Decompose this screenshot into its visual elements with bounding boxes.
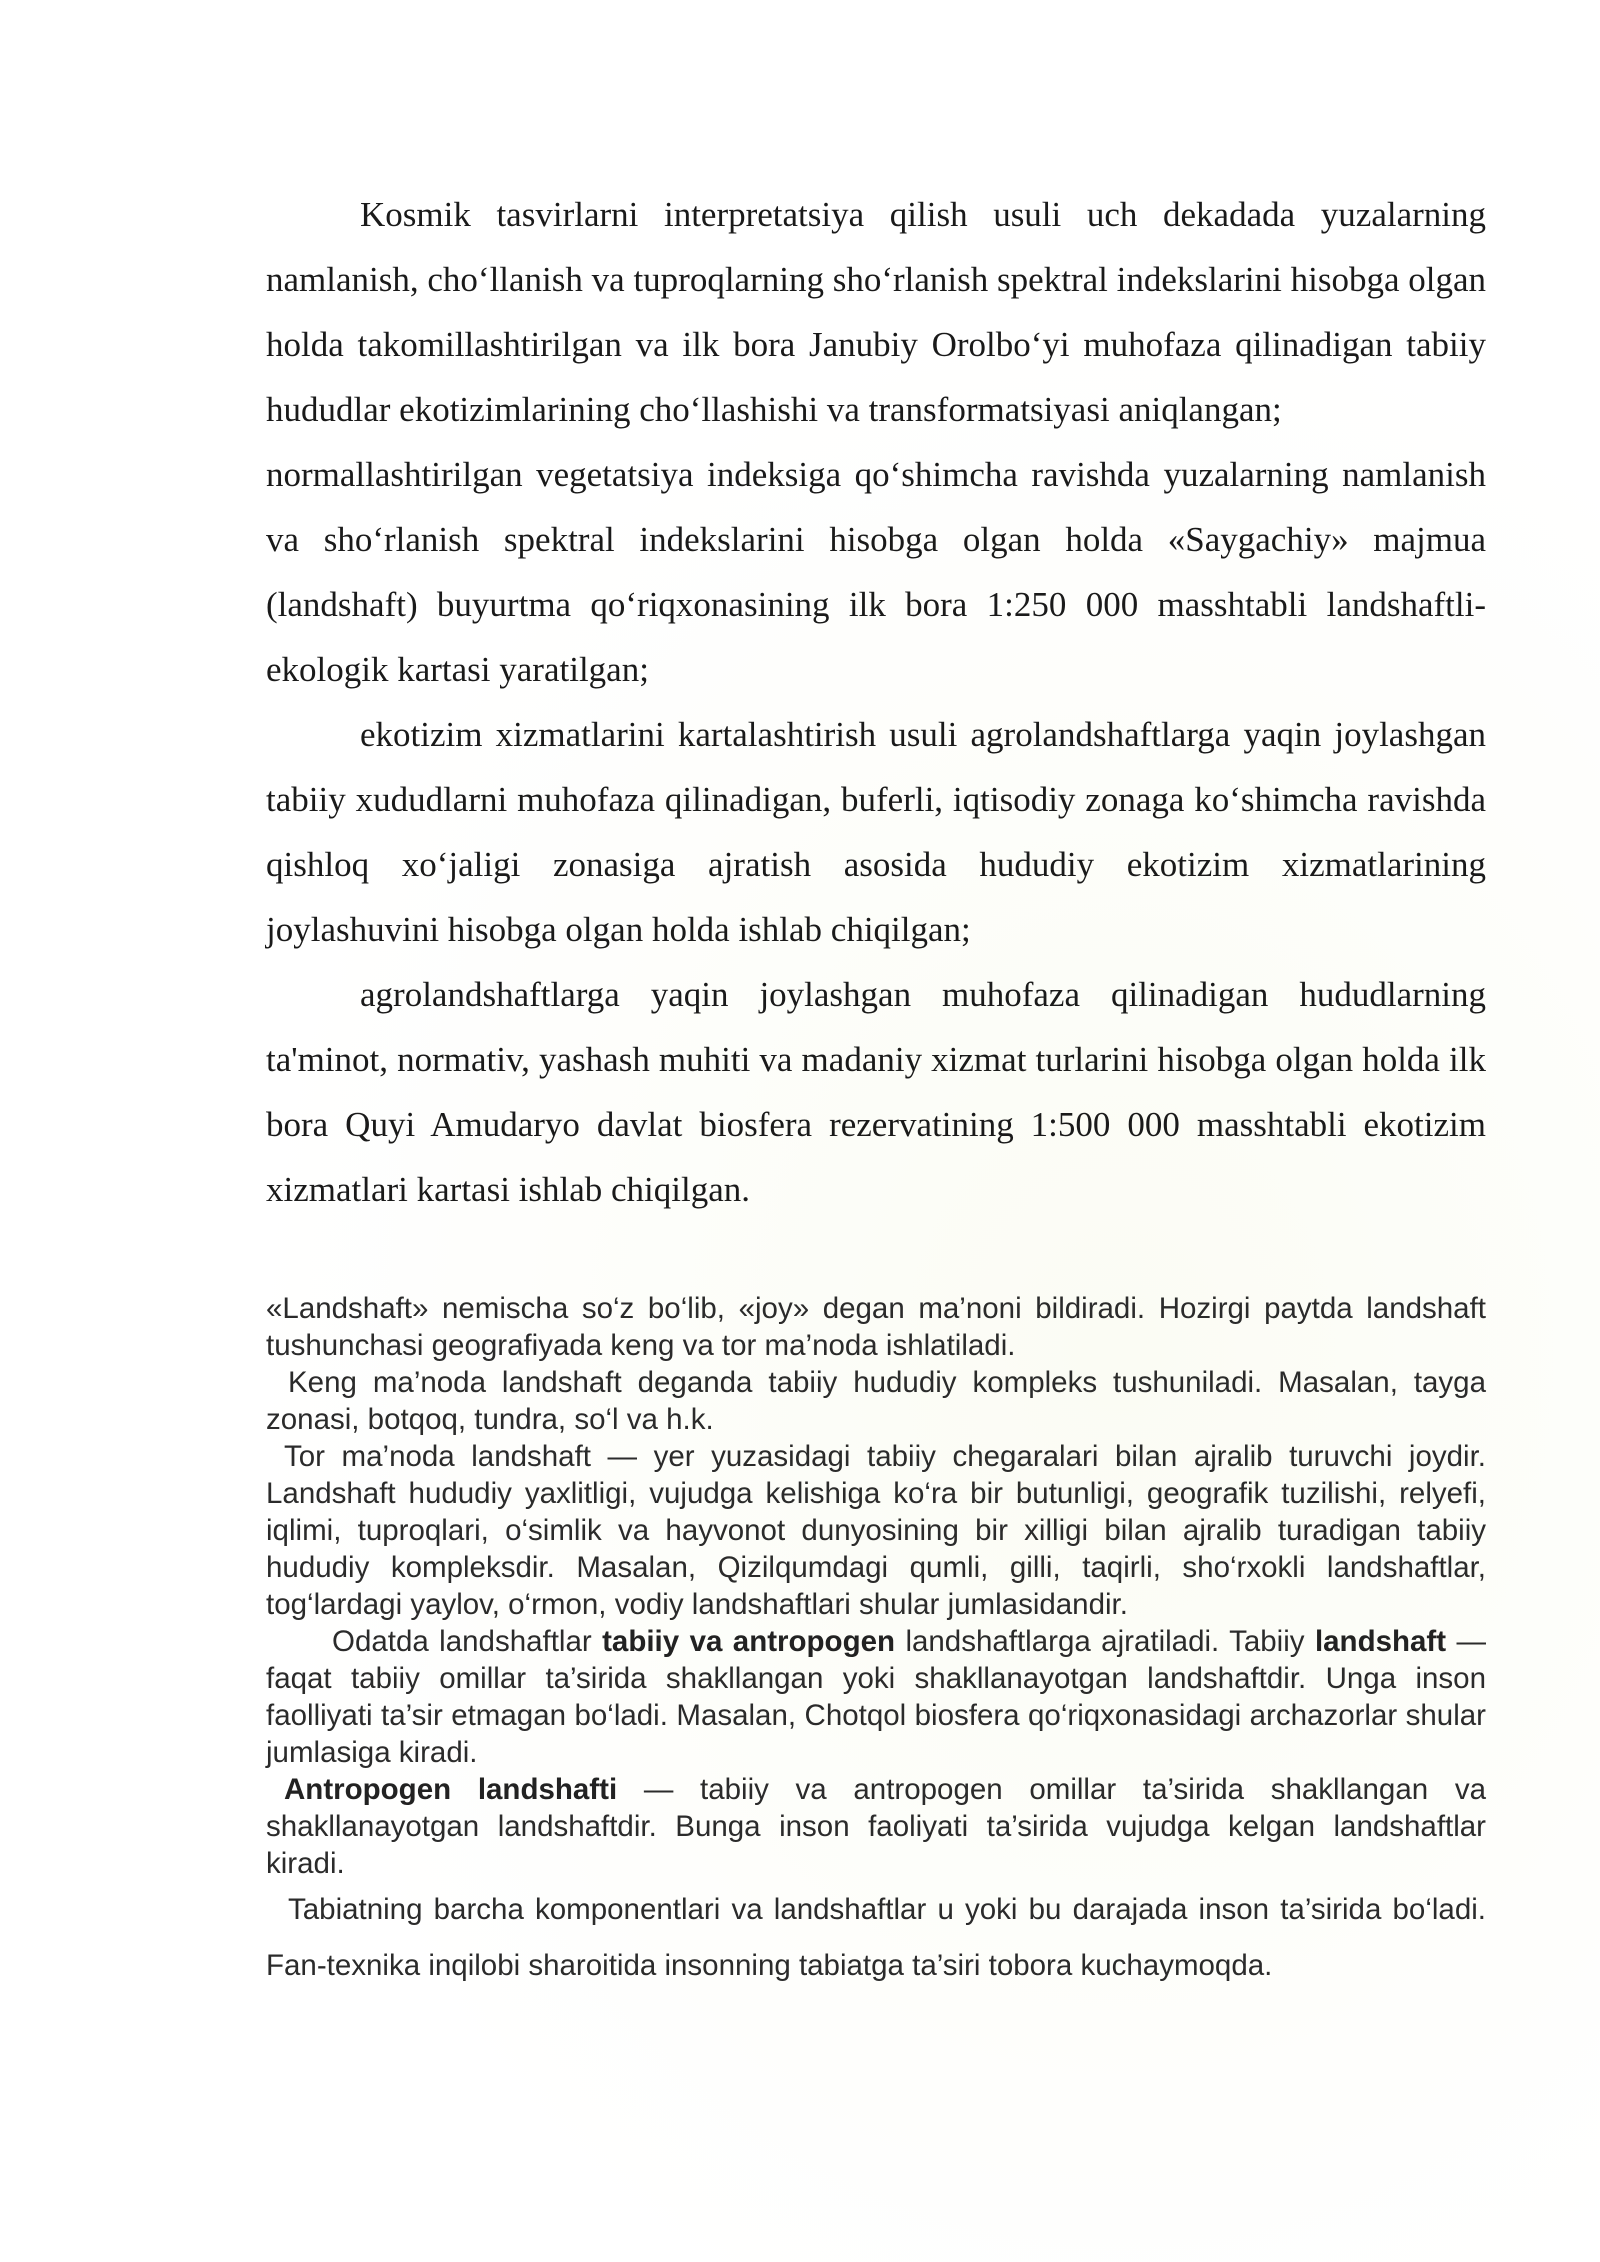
landscape-definition-section <box>266 1290 1486 1994</box>
paragraph-cosmic-interpretation: Kosmik tasvirlarni interpretatsiya qilish usuli uch dekadada yuzalarning namlanish, cho‘llanish va tuproqlarning sho‘rlanish spektral indekslarini hisobga olgan holda takomillashtirilgan va ilk bora Janubiy Orolbo‘yi muhofaza qilinadigan tabiiy hududlar ekotizimlarining cho‘llashishi va transformatsiyasi aniqlangan; <box>266 195 1486 429</box>
bold-term: tabiiy va antropogen <box>602 1625 896 1658</box>
text-run: — tabiiy va antropogen omillar ta’sirida shakllangan va shakllanayotgan landshaftdir. Bunga inson faoliyati ta’sirida vujudga kelgan landshaftlar kiradi. <box>266 1773 1486 1880</box>
paragraph-landscape-types <box>266 1623 1486 1771</box>
paragraph-biosphere-map: agrolandshaftlarga yaqin joylashgan muhofaza qilinadigan hududlarning ta'minot, normativ, yashash muhiti va madaniy xizmat turlarini hisobga olgan holda ilk bora Quyi Amudaryo davlat biosfera rezervatining 1:500 000 masshtabli ekotizim xizmatlari kartasi ishlab chiqilgan. <box>266 975 1486 1209</box>
paragraph-anthropogenic <box>266 1771 1486 1882</box>
paragraph-narrow-meaning: Tor ma’noda landshaft — yer yuzasidagi tabiiy chegaralari bilan ajralib turuvchi joydir. Landshaft hududiy yaxlitligi, vujudga kelishiga ko‘ra bir butunligi, geografik tuzilishi, relyefi, iqlimi, tuproqlari, o‘simlik va hayvonot dunyosining bir xilligi bilan ajralib turadigan tabiiy hududiy kompleksdir. Masalan, Qizilqumdagi qumli, gilli, taqirli, sho‘rxokli landshaftlar, tog‘lardagi yaylov, o‘rmon, vodiy landshaftlari shular jumlasidandir. <box>266 1440 1486 1621</box>
text-run: landshaftlarga ajratiladi. Tabiiy <box>895 1625 1315 1658</box>
paragraph-vegetation-index: normallashtirilgan vegetatsiya indeksiga qo‘shimcha ravishda yuzalarning namlanish va sho‘rlanish spektral indekslarini hisobga olgan holda «Saygachiy» majmua (landshaft) buyurtma qo‘riqxonasining ilk bora 1:250 000 masshtabli landshaftli-ekologik kartasi yaratilgan; <box>266 455 1486 689</box>
paragraph-broad-meaning: Keng ma’noda landshaft deganda tabiiy hududiy kompleks tushuniladi. Masalan, tayga zonasi, botqoq, tundra, so‘l va h.k. <box>266 1366 1486 1436</box>
text-run: — faqat tabiiy omillar ta’sirida shakllangan yoki shakllanayotgan landshaftdir. Unga inson faolliyati ta’sir etmagan bo‘ladi. Masalan, Chotqol biosfera qo‘riqxonasidagi archazorlar shular jumlasiga kiradi. <box>266 1625 1486 1769</box>
paragraph-human-impact: Tabiatning barcha komponentlari va landshaftlar u yoki bu darajada inson ta’sirida bo‘ladi. Fan-texnika inqilobi sharoitida insonning tabiatga ta’siri tobora kuchaymoqda. <box>266 1893 1486 1982</box>
text-run: Odatda landshaftlar <box>332 1625 603 1658</box>
bold-term: landshaft <box>1314 1625 1447 1658</box>
bold-term: Antropogen landshafti <box>284 1773 618 1806</box>
paragraph-ecosystem-mapping: ekotizim xizmatlarini kartalashtirish usuli agrolandshaftlarga yaqin joylashgan tabiiy xududlarni muhofaza qilinadigan, buferli, iqtisodiy zonaga ko‘shimcha ravishda qishloq xo‘jaligi zonasiga ajratish asosida hududiy ekotizim xizmatlarining joylashuvini hisobga olgan holda ishlab chiqilgan; <box>266 715 1486 949</box>
research-findings-section <box>266 182 1486 1222</box>
paragraph-landshaft-origin: «Landshaft» nemischa so‘z bo‘lib, «joy» degan ma’noni bildiradi. Hozirgi paytda landshaft tushunchasi geografiyada keng va tor ma’noda ishlatiladi. <box>266 1292 1486 1362</box>
